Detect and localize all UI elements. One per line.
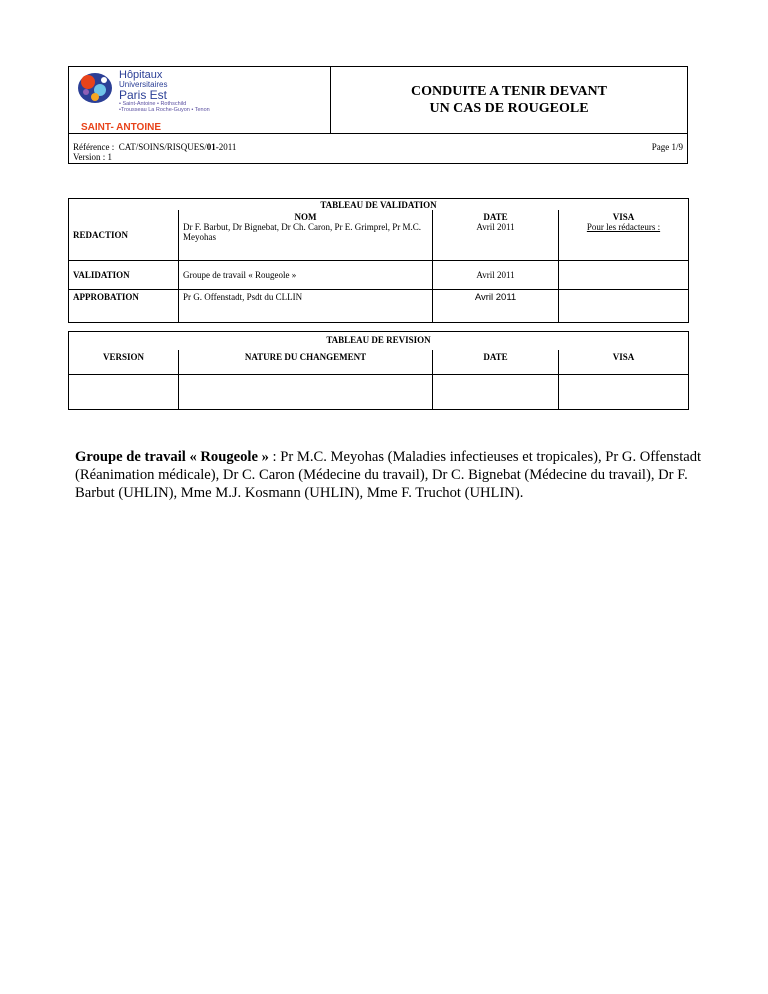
row-label-validation: VALIDATION xyxy=(69,261,179,290)
col-version: VERSION xyxy=(69,350,179,375)
logo-line4: • Saint-Antoine • Rothschild xyxy=(119,101,187,107)
col-date: DATE xyxy=(433,350,559,375)
validation-title: TABLEAU DE VALIDATION xyxy=(69,199,689,211)
logo-line3: Paris Est xyxy=(119,88,168,102)
date-redaction: Avril 2011 xyxy=(476,222,515,232)
nom-approbation: Pr G. Offenstadt, Psdt du CLLIN xyxy=(179,290,433,323)
working-group-paragraph xyxy=(75,448,725,502)
reference-label: Référence : xyxy=(73,142,115,152)
working-group-label: Groupe de travail « Rougeole » xyxy=(75,448,269,465)
title-line1: CONDUITE A TENIR DEVANT xyxy=(411,84,607,99)
logo-text xyxy=(119,70,210,113)
reference-pre: CAT/SOINS/RISQUES/ xyxy=(118,142,207,152)
nom-redaction: Dr F. Barbut, Dr Bignebat, Dr Ch. Caron, Pr E. Grimprel, Pr M.C. Meyohas xyxy=(183,222,422,242)
reference-post: -2011 xyxy=(215,142,237,152)
reference-number: 01 xyxy=(206,142,216,152)
row-label-redaction: REDACTION xyxy=(69,210,179,261)
logo-cell xyxy=(69,67,331,133)
reference-line xyxy=(73,142,236,152)
validation-row-redaction xyxy=(69,210,689,261)
page-number: Page 1/9 xyxy=(651,142,683,152)
visa-validation xyxy=(559,261,689,290)
empty-nature-cell xyxy=(179,375,433,410)
header-divider xyxy=(69,133,687,134)
nom-header: NOM xyxy=(294,212,317,222)
working-group-members: : Pr M.C. Meyohas (Maladies infectieuses et tropicales), Pr G. Offenstadt (Réanimation médicale), Dr C. Caron (Médecine du travail), Dr C. Bignebat (Médecine du travail), Dr F. Barbut (UHLIN), Mme M.J. Kosmann (UHLIN), Mme F. Truchot (UHLIN). xyxy=(75,448,702,501)
validation-title-row xyxy=(69,199,689,211)
empty-version-cell xyxy=(69,375,179,410)
col-visa: VISA xyxy=(559,350,689,375)
revision-table xyxy=(68,331,689,410)
visa-cell-redaction xyxy=(559,210,689,261)
date-cell-redaction xyxy=(433,210,559,261)
logo-line2: Universitaires xyxy=(119,80,168,89)
empty-visa-cell xyxy=(559,375,689,410)
revision-header-row xyxy=(69,350,689,375)
document-title xyxy=(331,67,687,133)
row-label-approbation: APPROBATION xyxy=(69,290,179,323)
visa-header: VISA xyxy=(612,212,635,222)
document-header xyxy=(68,66,688,164)
date-header: DATE xyxy=(483,212,508,222)
version-line: Version : 1 xyxy=(73,152,112,162)
reference-block xyxy=(73,142,236,162)
title-line2: UN CAS DE ROUGEOLE xyxy=(429,101,589,116)
nom-cell-redaction xyxy=(179,210,433,261)
nom-validation: Groupe de travail « Rougeole » xyxy=(179,261,433,290)
date-approbation: Avril 2011 xyxy=(433,290,559,323)
logo-line5: •Trousseau La Roche-Guyon • Tenon xyxy=(119,107,210,113)
revision-title-row xyxy=(69,332,689,351)
visa-approbation xyxy=(559,290,689,323)
col-nature: NATURE DU CHANGEMENT xyxy=(179,350,433,375)
date-validation: Avril 2011 xyxy=(433,261,559,290)
visa-redaction: Pour les rédacteurs : xyxy=(586,222,661,232)
validation-table xyxy=(68,198,689,323)
logo-line1: Hôpitaux xyxy=(119,69,163,81)
empty-date-cell xyxy=(433,375,559,410)
hospital-logo-icon xyxy=(75,69,119,107)
revision-title: TABLEAU DE REVISION xyxy=(69,332,689,351)
validation-row-validation xyxy=(69,261,689,290)
revision-empty-row xyxy=(69,375,689,410)
validation-row-approbation xyxy=(69,290,689,323)
site-name: SAINT- ANTOINE xyxy=(81,122,162,133)
